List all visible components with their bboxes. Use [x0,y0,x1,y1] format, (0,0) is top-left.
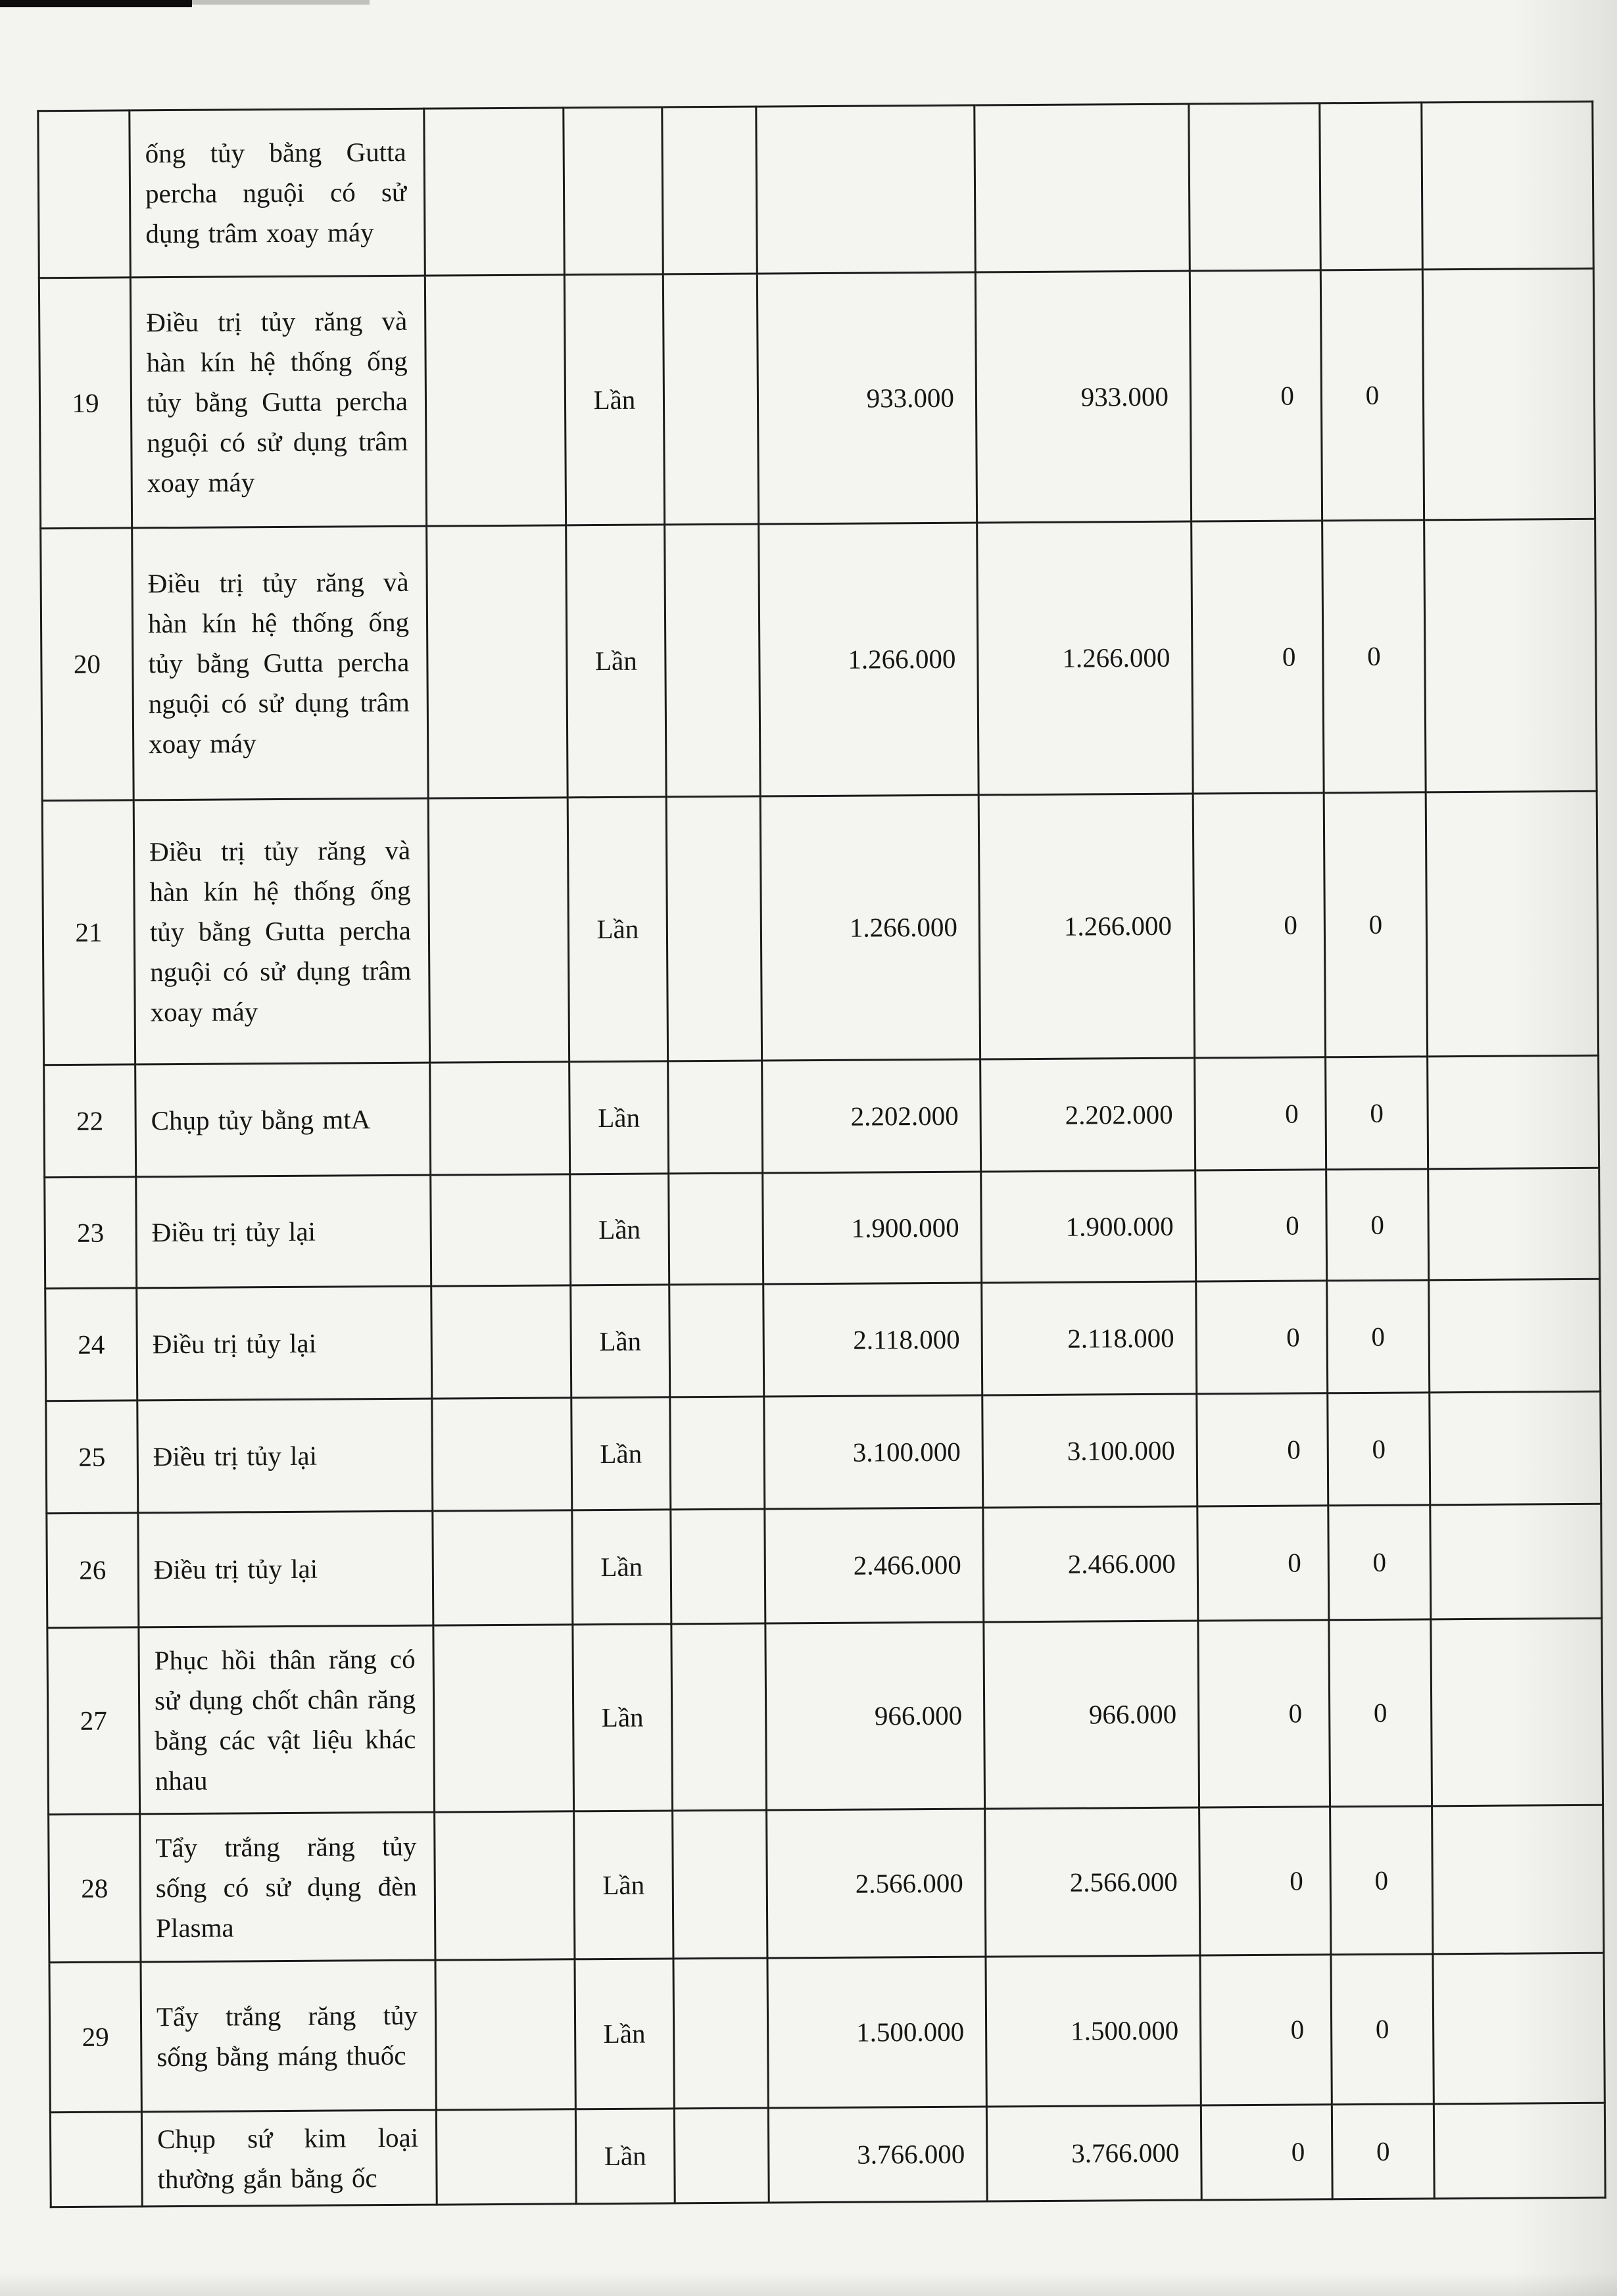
empty-cell [435,1811,575,1960]
empty-cell [669,1173,763,1285]
table-row [47,1504,1602,1627]
service-name-cell: Điều trị tủy răng và hàn kín hệ thống ống tủy bằng Gutta percha nguội có sử dụng trâm xoay máy [130,275,426,528]
zero-value-cell: 0 [1190,270,1322,521]
empty-cell [1426,791,1598,1057]
unit-cell: Lần [567,797,667,1062]
empty-cell [670,1397,765,1510]
row-number-cell: 21 [42,800,135,1065]
unit-cell: Lần [569,1061,669,1174]
empty-cell [666,796,761,1061]
empty-cell [1428,1168,1600,1280]
unit-cell: Lần [566,525,667,798]
empty-cell [430,1062,570,1175]
empty-cell [433,1625,574,1812]
price-cell: 2.202.000 [762,1059,981,1173]
service-name-cell: Phục hồi thân răng có sử dụng chốt chân răng bằng các vật liệu khác nhau [139,1625,435,1814]
empty-cell [1430,1391,1601,1505]
zero-value-cell: 0 [1331,1954,1434,2105]
service-name-cell: Chụp sứ kim loại thường gắn bằng ốc [141,2110,437,2207]
empty-cell [668,1061,763,1174]
empty-cell [431,1285,571,1399]
unit-cell: Lần [571,1285,670,1398]
service-name-cell: Điều trị tủy lại [136,1175,431,1288]
empty-cell [673,1810,767,1959]
zero-value-cell: 0 [1327,1280,1430,1393]
empty-cell [431,1174,571,1286]
empty-cell [425,275,566,526]
empty-cell [428,798,569,1063]
insured-price-cell: 966.000 [984,1621,1199,1809]
insured-price-cell: 2.466.000 [983,1506,1198,1622]
empty-cell [671,1509,765,1624]
table-row [45,1168,1600,1288]
price-cell: 966.000 [765,1622,985,1810]
table-row [47,1618,1603,1814]
zero-value-cell: 0 [1324,792,1427,1057]
insured-price-cell: 1.500.000 [986,1955,1201,2107]
empty-cell [673,1958,768,2109]
unit-cell [564,107,664,275]
table-row [44,1055,1599,1177]
scan-shadow-bottom [0,2272,1617,2296]
service-name-cell: Điều trị tủy răng và hàn kín hệ thống ống tủy bằng Gutta percha nguội có sử dụng trâm xoay máy [133,798,429,1064]
empty-cell [1434,2103,1605,2199]
zero-value-cell: 0 [1328,1505,1431,1620]
table-row [41,519,1597,800]
row-number-cell: 19 [39,277,132,529]
empty-cell [424,108,565,275]
insured-price-cell: 933.000 [975,271,1191,523]
insured-price-cell: 2.118.000 [982,1281,1197,1395]
empty-cell [1422,101,1594,270]
zero-value-cell: 0 [1198,1620,1330,1807]
zero-value-cell: 0 [1329,1619,1432,1807]
zero-value-cell: 0 [1192,521,1324,794]
empty-cell [436,2109,576,2205]
service-name-cell: Điều trị tủy lại [138,1511,433,1627]
service-price-table [37,101,1606,2208]
row-number-cell: 25 [46,1400,138,1514]
empty-cell [433,1510,573,1625]
empty-cell [674,2108,769,2203]
zero-value-cell: 0 [1196,1281,1328,1394]
unit-cell: Lần [575,1959,674,2109]
row-number-cell: 22 [44,1064,136,1178]
zero-value-cell: 0 [1322,520,1426,793]
zero-value-cell: 0 [1320,270,1424,521]
insured-price-cell: 3.766.000 [986,2105,1201,2201]
price-cell [756,105,976,274]
zero-value-cell: 0 [1332,2104,1434,2199]
zero-value-cell: 0 [1195,1170,1327,1281]
table-row [49,1805,1604,1962]
empty-cell [665,524,761,797]
unit-cell: Lần [570,1174,669,1285]
zero-value-cell: 0 [1193,793,1325,1058]
zero-value-cell: 0 [1195,1057,1326,1170]
zero-value-cell: 0 [1326,1057,1428,1170]
table-row [42,791,1598,1064]
empty-cell [1431,1618,1603,1806]
table-row [39,268,1595,528]
service-name-cell: Điều trị tủy lại [137,1286,432,1400]
table-row [38,101,1594,277]
empty-cell [435,1959,575,2110]
row-number-cell [50,2112,142,2207]
zero-value-cell: 0 [1201,2105,1332,2200]
service-name-cell: Điều trị tủy lại [137,1399,433,1513]
unit-cell: Lần [571,1397,671,1510]
zero-value-cell [1189,103,1321,271]
empty-cell [1433,1953,1605,2104]
empty-cell [1432,1805,1604,1954]
scan-artifact-top-strip-fade [192,0,370,5]
table-row [49,1953,1605,2112]
insured-price-cell: 1.266.000 [978,794,1194,1059]
table-row [50,2103,1605,2207]
row-number-cell: 24 [45,1288,137,1401]
row-number-cell: 29 [49,1962,141,2113]
price-cell: 1.266.000 [759,523,979,796]
service-name-cell: Tẩy trắng răng tủy sống có sử dụng đèn Plasma [140,1812,435,1962]
price-cell: 1.266.000 [760,795,980,1061]
empty-cell [669,1284,764,1397]
unit-cell: Lần [575,2109,675,2204]
service-name-cell: ống tủy bằng Gutta percha nguội có sử dụng trâm xoay máy [130,108,425,277]
unit-cell: Lần [564,274,664,525]
empty-cell [1428,1055,1599,1169]
service-name-cell: Tẩy trắng răng tủy sống bằng máng thuốc [141,1960,436,2112]
empty-cell [1422,268,1595,520]
table-row [46,1391,1601,1513]
zero-value-cell: 0 [1330,1806,1433,1955]
price-cell: 2.566.000 [767,1809,986,1958]
empty-cell [662,107,758,274]
row-number-cell: 27 [47,1627,140,1815]
price-cell: 1.500.000 [767,1957,986,2108]
empty-cell [663,274,758,525]
zero-value-cell [1320,103,1423,270]
row-number-cell: 23 [45,1177,137,1289]
zero-value-cell: 0 [1326,1169,1429,1281]
scan-artifact-top-strip [0,0,192,7]
empty-cell [432,1398,572,1511]
insured-price-cell: 3.100.000 [982,1394,1197,1508]
price-cell: 2.466.000 [765,1508,984,1623]
zero-value-cell: 0 [1200,1955,1332,2105]
unit-cell: Lần [574,1811,673,1959]
row-number-cell [38,110,131,278]
zero-value-cell: 0 [1199,1807,1331,1955]
table-row [45,1279,1601,1400]
empty-cell [1430,1504,1602,1619]
service-name-cell: Điều trị tủy răng và hàn kín hệ thống ống tủy bằng Gutta percha nguội có sử dụng trâm xoay máy [132,526,429,800]
price-cell: 3.100.000 [764,1395,983,1509]
insured-price-cell: 2.566.000 [985,1807,1200,1957]
zero-value-cell: 0 [1197,1506,1329,1621]
insured-price-cell: 1.266.000 [977,521,1194,795]
price-cell: 3.766.000 [768,2107,987,2203]
service-name-cell: Chụp tủy bằng mtA [135,1063,431,1177]
insured-price-cell: 2.202.000 [980,1058,1195,1172]
empty-cell [671,1623,767,1811]
zero-value-cell: 0 [1328,1393,1430,1506]
unit-cell: Lần [572,1510,671,1625]
empty-cell [1424,519,1597,792]
unit-cell: Lần [573,1624,673,1811]
row-number-cell: 20 [41,528,134,801]
zero-value-cell: 0 [1197,1393,1328,1506]
empty-cell [427,525,568,798]
insured-price-cell [975,104,1190,272]
price-cell: 1.900.000 [763,1172,982,1284]
empty-cell [1429,1279,1601,1393]
row-number-cell: 28 [49,1814,141,1963]
price-cell: 2.118.000 [763,1283,982,1397]
insured-price-cell: 1.900.000 [981,1170,1196,1283]
row-number-cell: 26 [47,1513,139,1628]
price-cell: 933.000 [757,272,977,524]
